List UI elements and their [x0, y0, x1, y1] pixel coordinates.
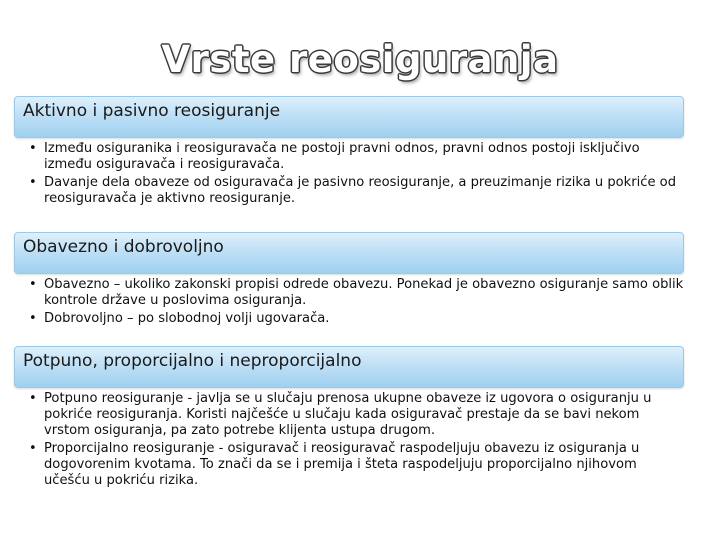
bullet-text: Davanje dela obaveze od osiguravača je pasivno reosiguranje, a preuzimanje rizika u pokriće od reosiguravača je aktivno reosiguranje. — [44, 175, 677, 206]
bullet-icon: • — [29, 311, 37, 326]
section-header — [14, 96, 684, 138]
section-obavezno-dobrovoljno — [14, 232, 684, 329]
bullet-text: Između osiguranika i reosiguravača ne postoji pravni odnos, pravni odnos postoji isključivo između osiguravača i reosiguravača. — [44, 141, 640, 172]
bullet-icon: • — [29, 141, 37, 156]
list-item — [20, 311, 684, 327]
section-header — [14, 346, 684, 388]
list-item — [20, 277, 684, 309]
bullet-text: Dobrovoljno – po slobodnoj volji ugovarača. — [44, 311, 330, 326]
page-title: Vrste reosiguranja — [161, 38, 559, 81]
section-heading: Potpuno, proporcijalno i neproporcijalno — [23, 351, 362, 371]
list-item — [20, 141, 684, 173]
section-heading: Aktivno i pasivno reosiguranje — [23, 101, 281, 121]
bullet-list — [14, 141, 684, 207]
bullet-text: Obavezno – ukoliko zakonski propisi odrede obavezu. Ponekad je obavezno osiguranje samo oblik kontrole države u poslovima osiguranja. — [44, 277, 684, 308]
bullet-text: Potpuno reosiguranje - javlja se u slučaju prenosa ukupne obaveze iz ugovora o osiguranju u pokriće reosiguranja. Koristi najčešće u slučaju kada osiguravač prestaje da se bavi nekom vrstom osiguranja, pa zato potrebe klijenta ustupa drugom. — [44, 391, 652, 438]
bullet-list — [14, 391, 684, 489]
list-item — [20, 391, 684, 439]
bullet-list — [14, 277, 684, 327]
bullet-icon: • — [29, 391, 37, 406]
bullet-text: Proporcijalno reosiguranje - osiguravač i reosiguravač raspodeljuju obavezu iz osiguranja u dogovorenim kvotama. To znači da se i premija i šteta raspodeljuju proporcijalno njihovom učešću u pokriću rizika. — [44, 441, 640, 488]
list-item — [20, 175, 684, 207]
bullet-icon: • — [29, 175, 37, 190]
list-item — [20, 441, 684, 489]
section-heading: Obavezno i dobrovoljno — [23, 237, 224, 257]
section-header — [14, 232, 684, 274]
bullet-icon: • — [29, 277, 37, 292]
section-potpuno-proporcijalno — [14, 346, 684, 491]
section-aktivno-pasivno — [14, 96, 684, 209]
bullet-icon: • — [29, 441, 37, 456]
